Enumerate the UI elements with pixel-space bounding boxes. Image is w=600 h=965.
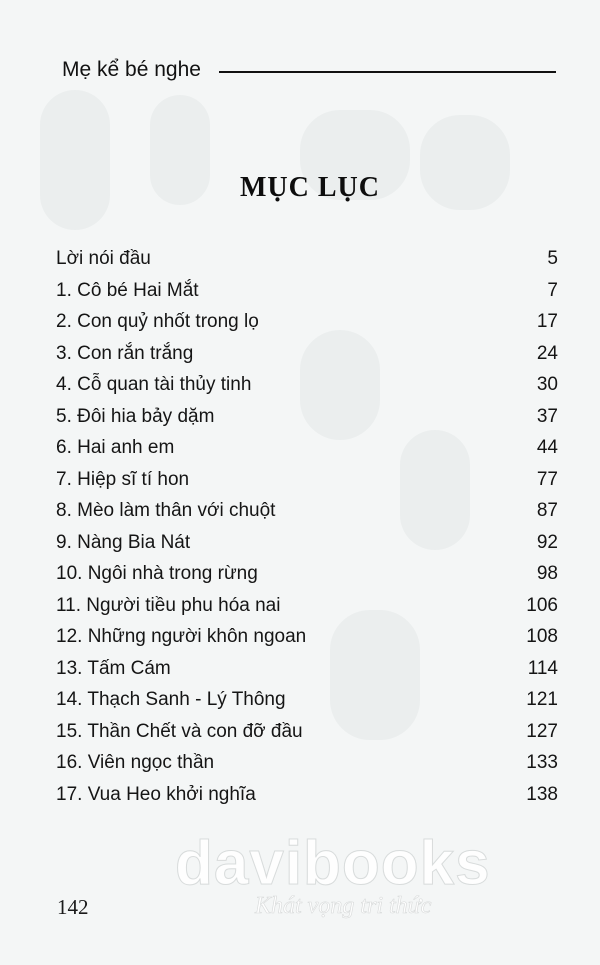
toc-entry-page: 106 xyxy=(526,594,558,616)
toc-entry xyxy=(56,495,558,527)
toc-entry-label: 11. Người tiều phu hóa nai xyxy=(56,594,281,616)
toc-entry xyxy=(56,243,558,275)
watermark-tagline: Khát vọng tri thức xyxy=(255,893,432,919)
toc-entry xyxy=(56,306,558,338)
toc-list xyxy=(56,243,558,810)
toc-entry xyxy=(56,401,558,433)
toc-entry-page: 37 xyxy=(536,405,558,427)
toc-entry-page: 138 xyxy=(526,783,558,805)
toc-entry-label: 16. Viên ngọc thần xyxy=(56,752,215,773)
toc-entry-label: 7. Hiệp sĩ tí hon xyxy=(56,468,190,490)
toc-entry-label: 12. Những người khôn ngoan xyxy=(56,626,307,647)
toc-entry xyxy=(56,432,558,464)
running-title: Mẹ kể bé nghe xyxy=(62,58,201,81)
page-number: 142 xyxy=(57,895,89,919)
toc-entry-page: 92 xyxy=(536,531,558,553)
toc-entry-label: 5. Đôi hia bảy dặm xyxy=(56,405,215,427)
running-header xyxy=(62,56,557,86)
header-rule xyxy=(219,71,556,73)
toc-entry-label: 2. Con quỷ nhốt trong lọ xyxy=(56,311,259,332)
toc-entry-page: 5 xyxy=(547,248,558,269)
toc-entry-page: 17 xyxy=(536,311,558,332)
toc-entry-page: 114 xyxy=(527,657,558,679)
toc-title: MỤC LỤC xyxy=(240,172,380,203)
toc-entry-label: 8. Mèo làm thân với chuột xyxy=(56,500,276,521)
toc-entry-page: 127 xyxy=(526,720,558,742)
toc-entry-page: 30 xyxy=(536,374,558,395)
toc-entry xyxy=(56,716,558,748)
toc-entry xyxy=(56,275,558,307)
toc-entry-label: 1. Cô bé Hai Mắt xyxy=(56,279,199,301)
toc-entry xyxy=(56,684,558,716)
toc-entry xyxy=(56,464,558,496)
toc-entry-page: 7 xyxy=(547,279,558,301)
toc-entry xyxy=(56,747,558,779)
toc-entry-label: 13. Tấm Cám xyxy=(56,657,171,679)
toc-entry-page: 87 xyxy=(536,500,558,521)
toc-entry-page: 121 xyxy=(526,689,558,710)
watermark-logo: davibooks xyxy=(175,829,491,898)
toc-entry xyxy=(56,369,558,401)
toc-entry xyxy=(56,621,558,653)
toc-entry-label: 6. Hai anh em xyxy=(56,437,175,458)
toc-entry xyxy=(56,590,558,622)
toc-entry-page: 44 xyxy=(536,437,558,458)
toc-entry-page: 98 xyxy=(536,563,558,584)
toc-entry-label: 9. Nàng Bia Nát xyxy=(56,531,191,553)
toc-entry-label: 3. Con rắn trắng xyxy=(56,342,194,364)
toc-entry xyxy=(56,653,558,685)
toc-entry xyxy=(56,558,558,590)
toc-entry xyxy=(56,527,558,559)
toc-entry xyxy=(56,779,558,811)
toc-entry xyxy=(56,338,558,370)
toc-entry-page: 24 xyxy=(536,342,558,364)
toc-entry-label: 17. Vua Heo khởi nghĩa xyxy=(56,783,256,805)
toc-entry-page: 77 xyxy=(536,468,558,490)
toc-entry-page: 108 xyxy=(526,626,558,647)
toc-entry-label: 14. Thạch Sanh - Lý Thông xyxy=(56,689,286,710)
toc-entry-label: 15. Thần Chết và con đỡ đầu xyxy=(56,720,303,742)
toc-entry-label: 10. Ngôi nhà trong rừng xyxy=(56,563,258,584)
toc-entry-label: Lời nói đầu xyxy=(56,248,151,269)
toc-entry-label: 4. Cỗ quan tài thủy tinh xyxy=(56,374,252,395)
toc-entry-page: 133 xyxy=(526,752,558,773)
bleed-through-mark xyxy=(40,90,110,230)
